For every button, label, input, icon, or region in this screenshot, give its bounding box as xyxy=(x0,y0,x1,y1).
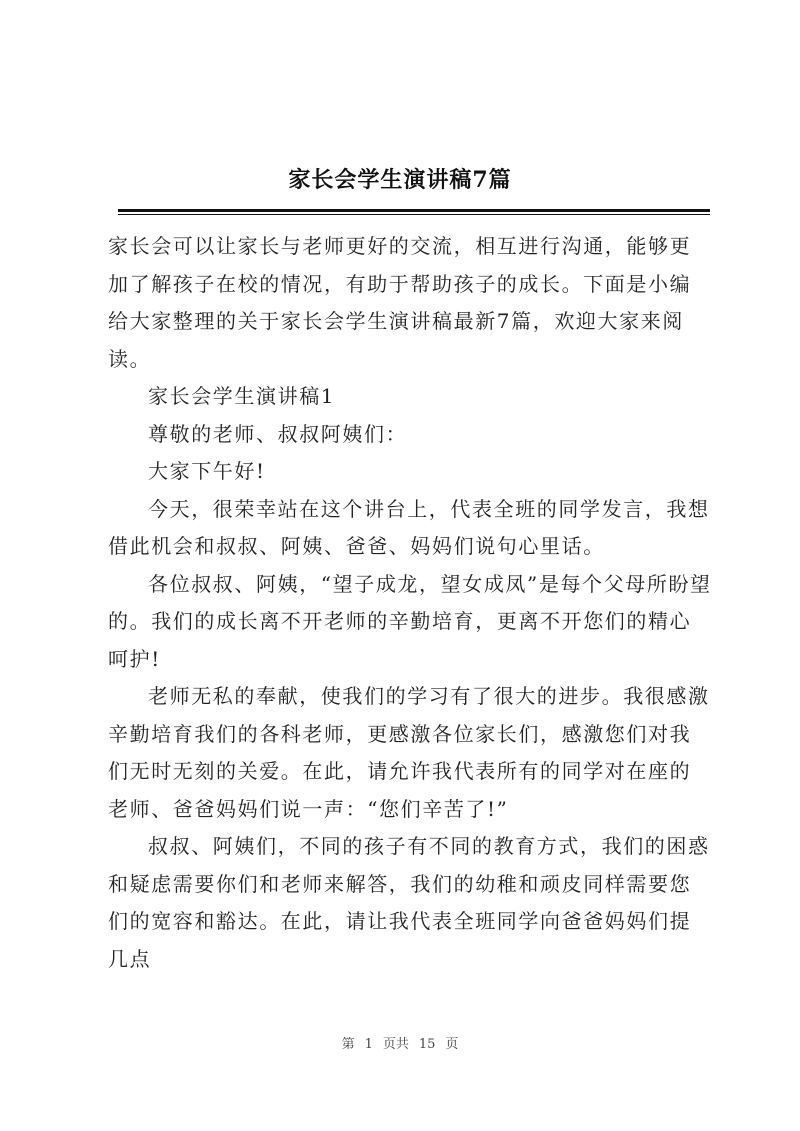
paragraph: 今天，很荣幸站在这个讲台上，代表全班的同学发言，我想借此机会和叔叔、阿姨、爸爸、妈妈们说句心里话。 xyxy=(108,496,710,558)
title-divider-thin xyxy=(118,214,710,215)
intro-paragraph: 家长会可以让家长与老师更好的交流，相互进行沟通，能够更加了解孩子在校的情况，有助于帮助孩子的成长。下面是小编给大家整理的关于家长会学生演讲稿最新7篇，欢迎大家来阅读。 xyxy=(108,234,692,371)
salutation: 尊敬的老师、叔叔阿姨们： xyxy=(148,421,408,446)
footer-suffix: 页 xyxy=(445,1037,459,1052)
paragraph: 各位叔叔、阿姨，“望子成龙，望女成凤”是每个父母所盼望的。我们的成长离不开老师的辛勤培育，更离不开您们的精心呵护! xyxy=(108,571,712,671)
paragraph: 叔叔、阿姨们，不同的孩子有不同的教育方式，我们的困惑和疑虑需要你们和老师来解答，我们的幼稚和顽皮同样需要您们的宽容和豁达。在此，请让我代表全班同学向爸爸妈妈们提几点 xyxy=(108,834,710,971)
document-body xyxy=(108,228,712,978)
page-footer xyxy=(0,1033,800,1052)
current-page-number: 1 xyxy=(364,1037,373,1052)
total-pages: 15 xyxy=(418,1037,436,1052)
title-divider-thick xyxy=(118,209,710,212)
footer-mid: 页共 xyxy=(382,1037,409,1052)
footer-prefix: 第 xyxy=(341,1037,355,1052)
section-heading: 家长会学生演讲稿1 xyxy=(148,384,336,408)
page-title: 家长会学生演讲稿7篇 xyxy=(288,167,512,193)
paragraph: 老师无私的奉献，使我们的学习有了很大的进步。我很感激辛勤培育我们的各科老师，更感激各位家长们，感激您们对我们无时无刻的关爱。在此，请允许我代表所有的同学对在座的老师、爸爸妈妈们说一声：“您们辛苦了!” xyxy=(108,684,710,821)
greeting: 大家下午好! xyxy=(148,459,266,483)
